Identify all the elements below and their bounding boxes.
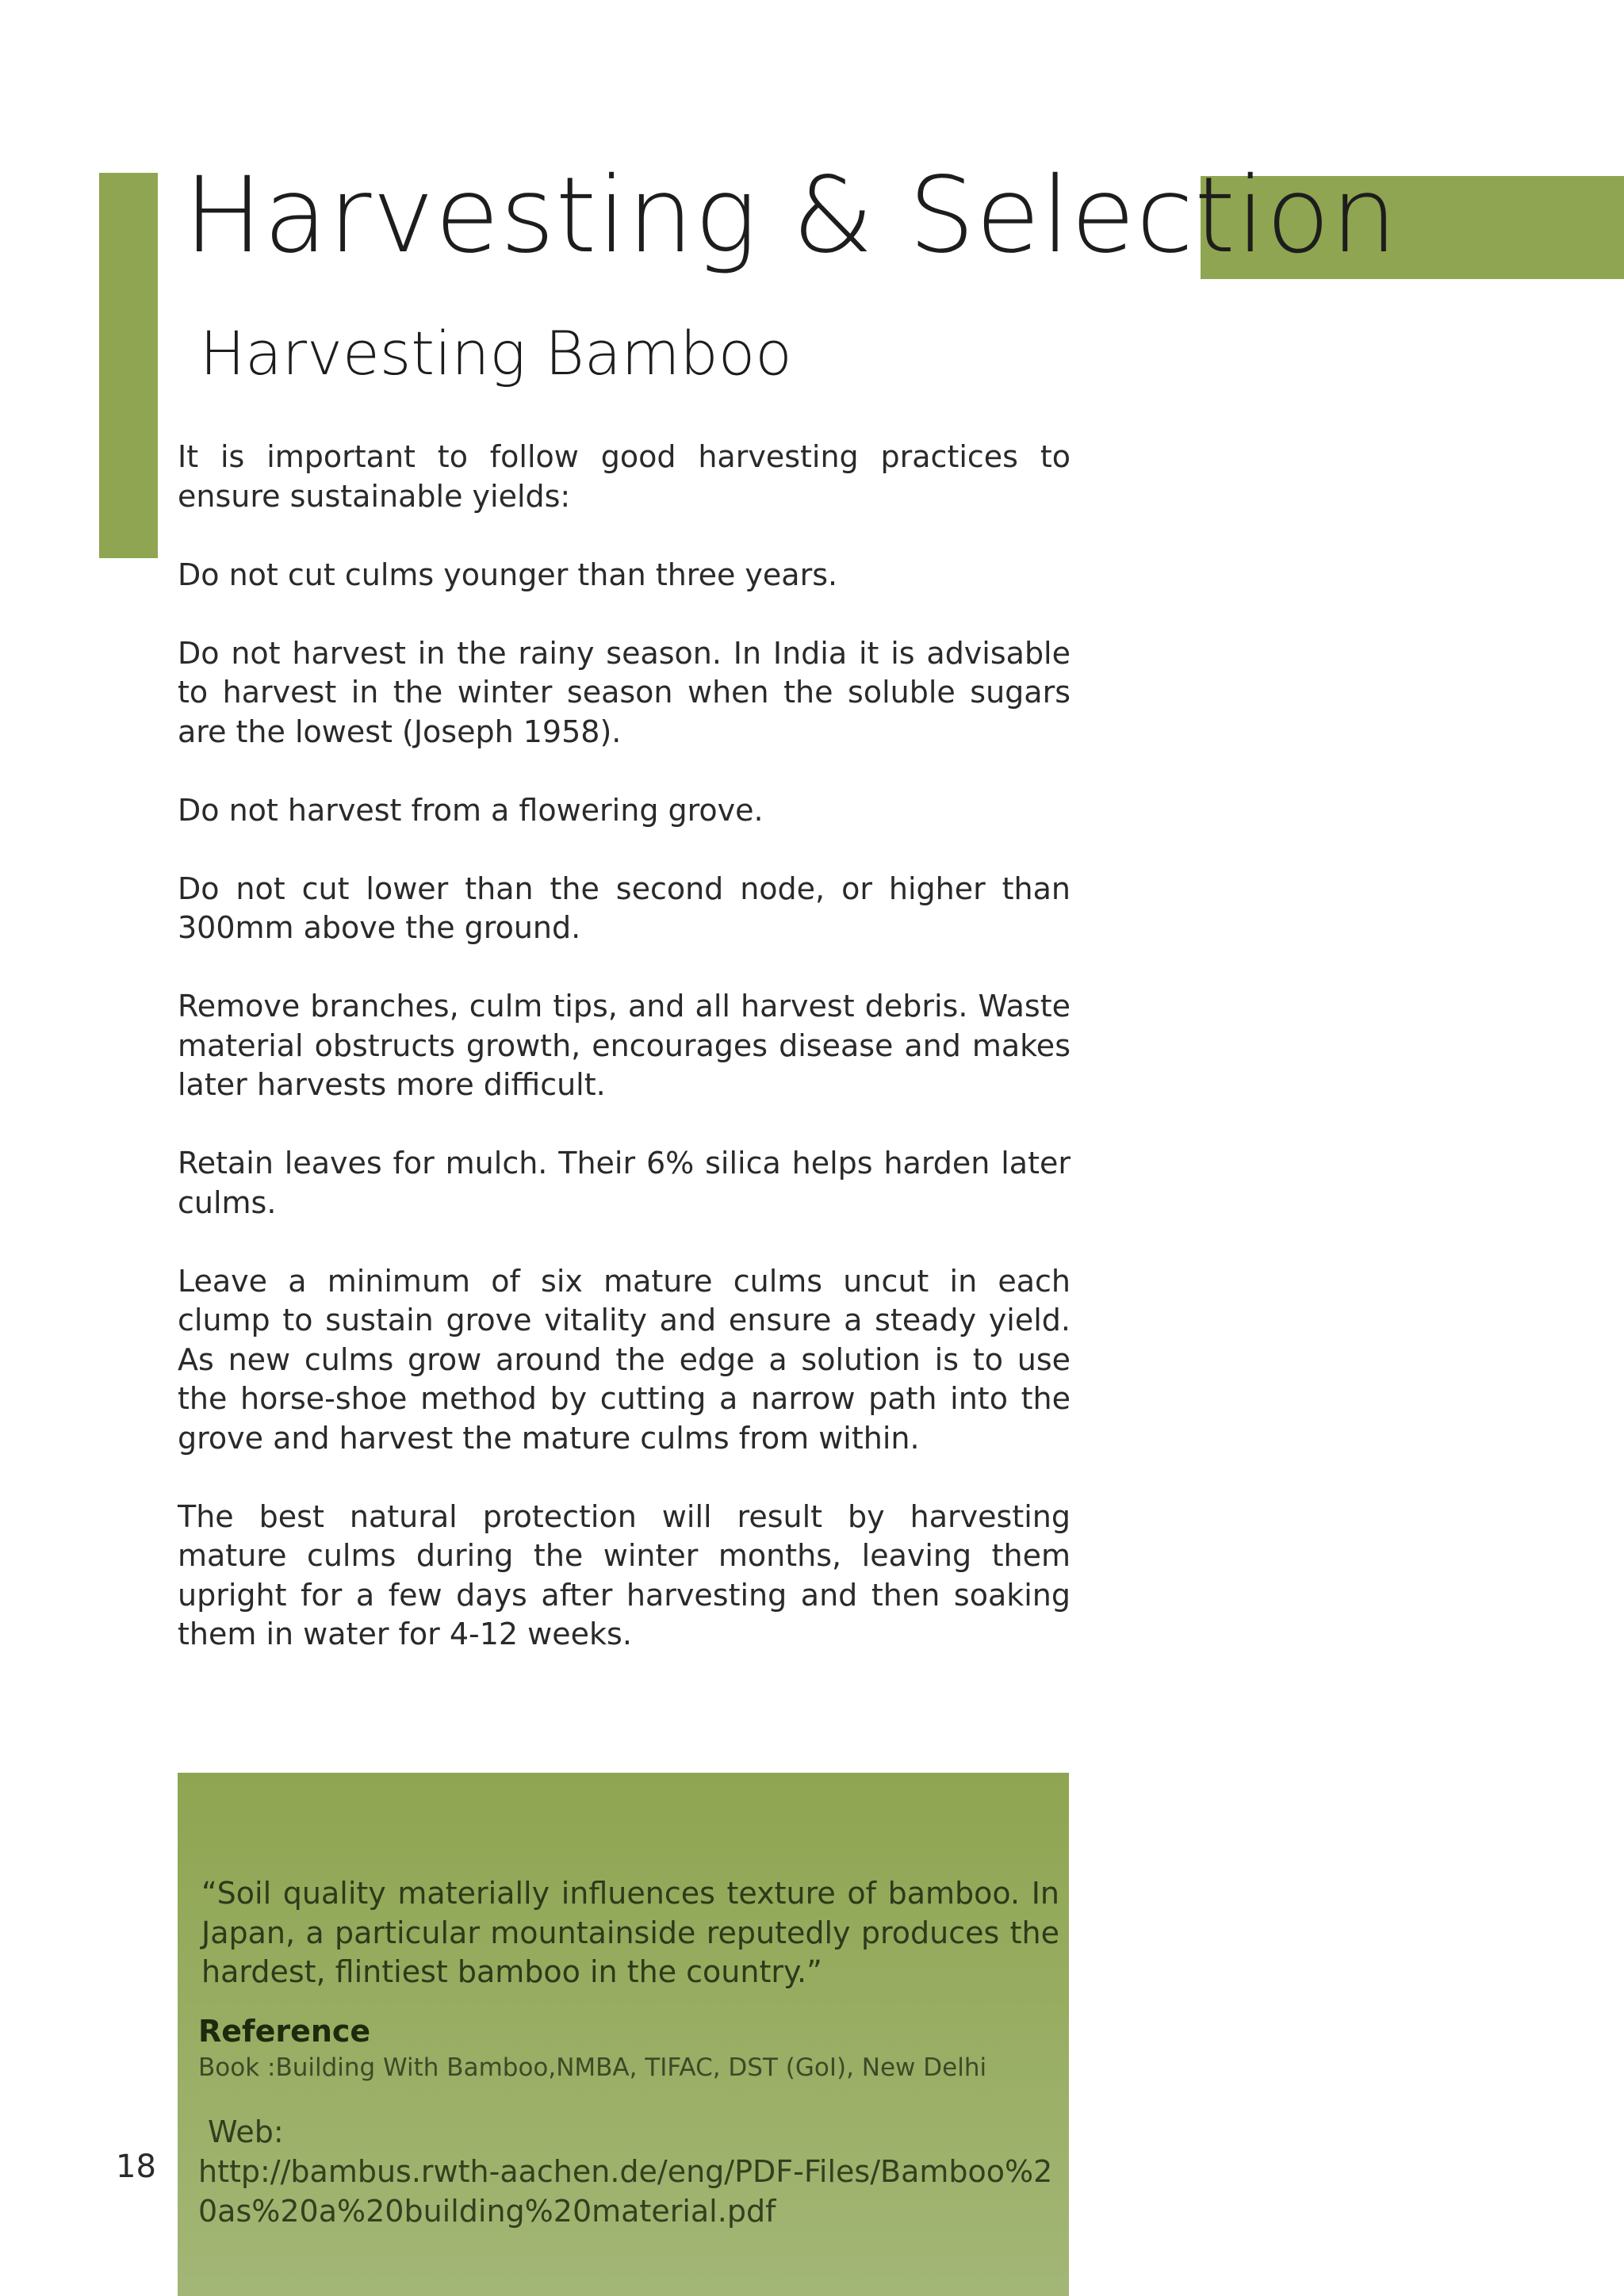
- body-paragraph: Do not cut culms younger than three years.: [178, 557, 838, 592]
- section-title: Harvesting Bamboo: [200, 318, 792, 388]
- reference-web-label: Web:: [208, 2114, 284, 2149]
- body-paragraph: Do not cut lower than the second node, or higher than 300mm above the ground.: [178, 871, 1071, 945]
- body-paragraph: Do not harvest in the rainy season. In India it is advisable to harvest in the winter season when the soluble sugars are the lowest (Joseph 1958).: [178, 635, 1071, 749]
- body-text: [178, 438, 1071, 1693]
- reference-web-link[interactable]: http://bambus.rwth-aachen.de/eng/PDF-Files/Bamboo%20as%20a%20building%20material.pdf: [198, 2154, 1053, 2229]
- reference-book: Book :Building With Bamboo,NMBA, TIFAC, DST (GoI), New Delhi: [198, 2053, 987, 2082]
- body-paragraph: The best natural protection will result by harvesting mature culms during the winter months, leaving them upright for a few days after harvesting and then soaking them in water for 4-12 weeks.: [178, 1498, 1071, 1651]
- page-title: Harvesting & Selection: [184, 155, 1398, 277]
- reference-heading: Reference: [198, 2014, 371, 2049]
- reference-web: [198, 2112, 1055, 2231]
- body-paragraph: Retain leaves for mulch. Their 6% silica helps harden later culms.: [178, 1146, 1071, 1220]
- body-paragraph: Do not harvest from a flowering grove.: [178, 792, 764, 828]
- body-paragraph: Leave a minimum of six mature culms uncut in each clump to sustain grove vitality and ensure a steady yield. As new culms grow around the edge a solution is to use the horse-shoe method by cutting a narrow path into the grove and harvest the mature culms from within.: [178, 1263, 1071, 1456]
- page-number: 18: [116, 2149, 156, 2185]
- body-paragraph: It is important to follow good harvesting practices to ensure sustainable yields:: [178, 439, 1071, 514]
- accent-bar-left: [99, 173, 158, 558]
- body-paragraph: Remove branches, culm tips, and all harvest debris. Waste material obstructs growth, encourages disease and makes later harvests more difficult.: [178, 989, 1071, 1102]
- quote-box: [178, 1773, 1069, 2296]
- quote-text: “Soil quality materially influences texture of bamboo. In Japan, a particular mountainside reputedly produces the hardest, flintiest bamboo in the country.”: [201, 1876, 1059, 1989]
